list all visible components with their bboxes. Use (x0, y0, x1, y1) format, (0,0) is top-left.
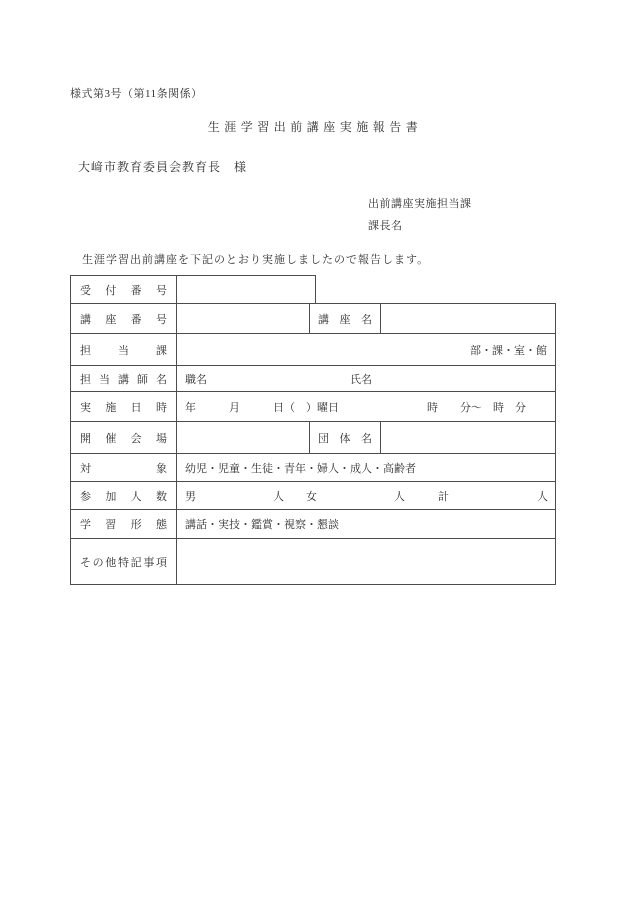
row-target (71, 453, 555, 481)
notes-label: その他特記事項 (80, 556, 167, 569)
chief-name-line: 課長名 (368, 220, 403, 232)
row-participants (71, 481, 555, 509)
row-course-number (71, 304, 555, 333)
instructor-field: 職名 氏名 (176, 366, 555, 391)
learning-format-label: 学習形態 (80, 519, 167, 531)
learning-format-field: 講話・実技・鑑賞・視察・懇談 (176, 510, 555, 538)
report-table (70, 303, 556, 585)
row-datetime (71, 391, 555, 421)
document-title: 生涯学習出前講座実施報告書 (207, 120, 423, 134)
department-line: 出前講座実施担当課 (368, 198, 472, 210)
receipt-number-label: 受付番号 (80, 284, 167, 297)
row-instructor (71, 365, 555, 391)
venue-label: 開催会場 (80, 432, 167, 445)
instructor-label: 担当講師名 (80, 373, 167, 386)
notes-field (176, 539, 555, 584)
course-number-label: 講座番号 (80, 313, 167, 326)
participants-field: 男 人 女 人 計 人 (176, 482, 555, 509)
course-number-field (176, 304, 309, 333)
intro-sentence: 生涯学習出前講座を下記のとおり実施しましたので報告します。 (82, 254, 430, 266)
venue-field (176, 422, 309, 453)
datetime-label: 実施日時 (80, 401, 167, 414)
course-name-field (380, 304, 555, 333)
form-number: 様式第3号（第11条関係） (70, 88, 203, 100)
target-field: 幼児・児童・生徒・青年・婦人・成人・高齢者 (176, 454, 555, 481)
group-name-field (380, 422, 555, 453)
course-name-label: 講座名 (309, 304, 380, 333)
section-field: 部・課・室・館 (176, 334, 555, 365)
group-name-label: 団体名 (309, 422, 380, 453)
datetime-field: 年 月 日（ ）曜日 時 分～ 時 分 (176, 392, 555, 421)
target-label: 対象 (80, 462, 167, 475)
row-receipt-number (70, 275, 316, 303)
addressee-line: 大﨑市教育委員会教育長 様 (78, 160, 248, 174)
row-section (71, 333, 555, 365)
row-notes (71, 538, 555, 584)
section-label: 担当課 (80, 344, 167, 357)
row-learning-format (71, 509, 555, 538)
receipt-number-field (176, 276, 315, 303)
row-venue (71, 421, 555, 453)
participants-label: 参加人数 (80, 490, 167, 503)
